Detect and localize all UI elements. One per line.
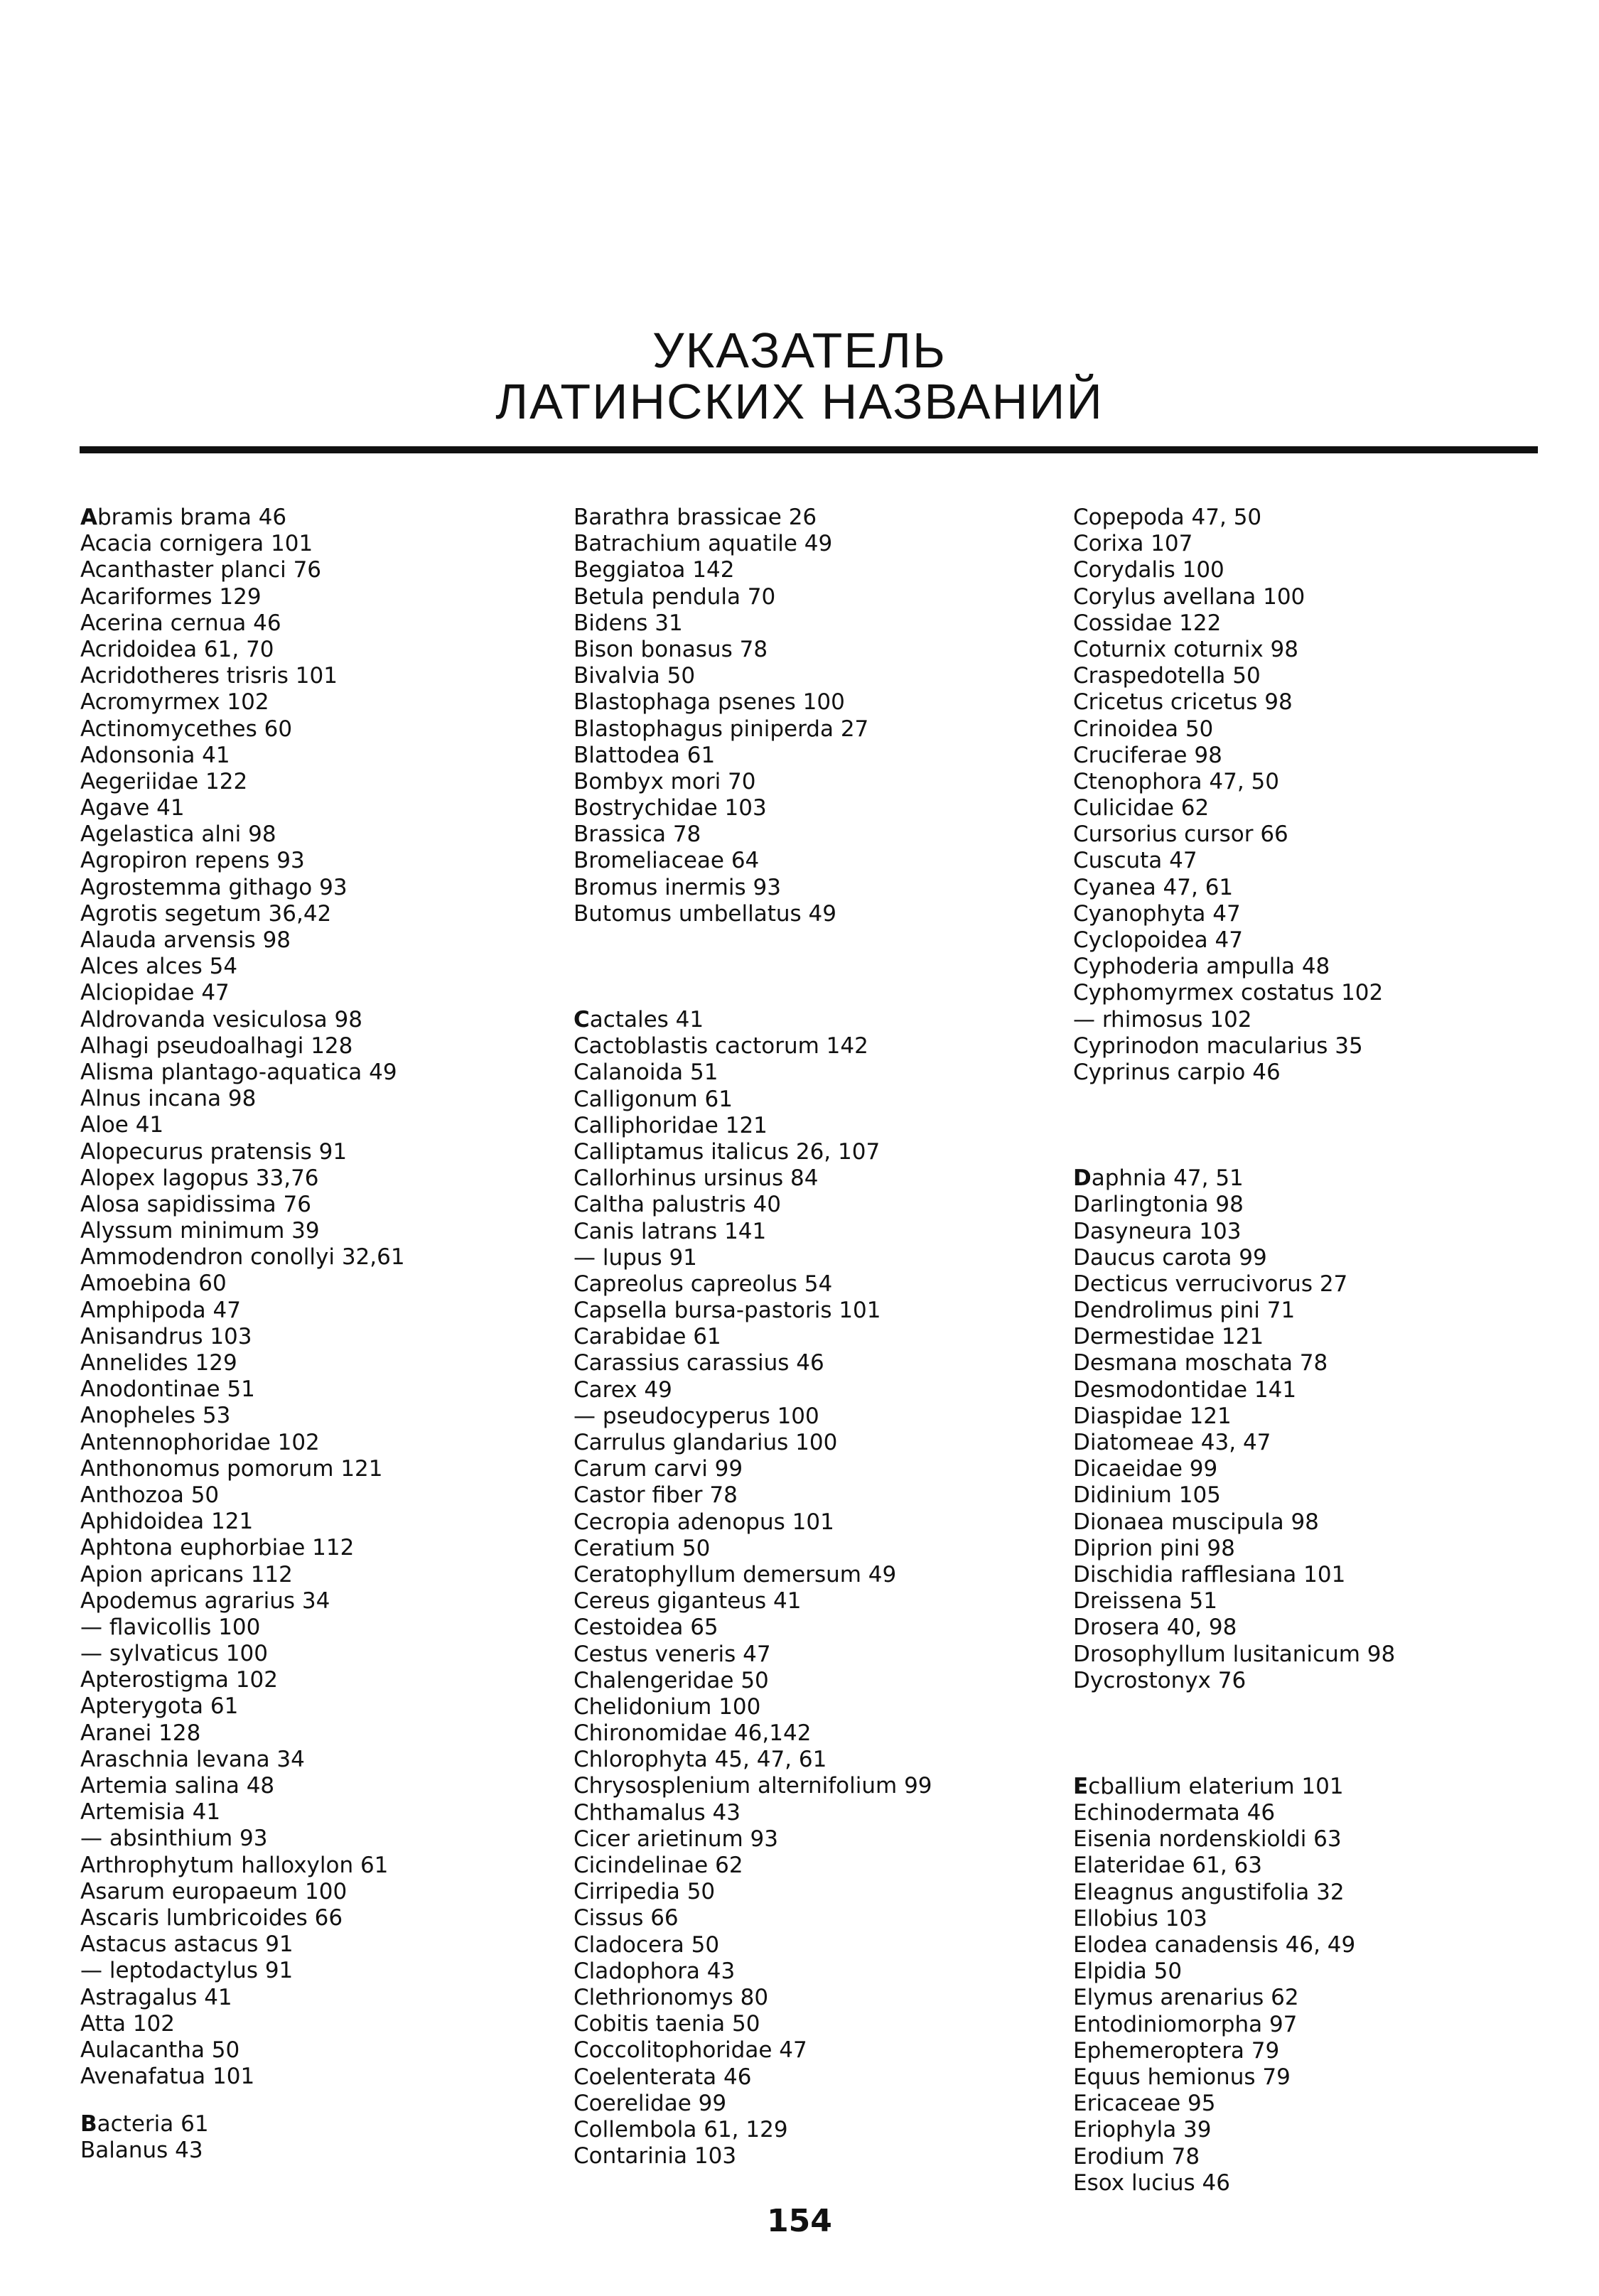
index-entry: Diprion pini 98 bbox=[1073, 1535, 1235, 1561]
index-entry: Equus hemionus 79 bbox=[1073, 2064, 1291, 2090]
index-entry: — rhimosus 102 bbox=[1073, 1006, 1252, 1033]
index-entry: Cladocera 50 bbox=[574, 1931, 720, 1958]
index-entry: Carrulus glandarius 100 bbox=[574, 1430, 838, 1455]
index-entry: Dionaea muscipula 98 bbox=[1073, 1509, 1319, 1535]
index-entry: Clethrionomys 80 bbox=[574, 1984, 769, 2010]
index-entry: Corixa 107 bbox=[1073, 531, 1193, 557]
index-entry: Acridoidea 61, 70 bbox=[80, 636, 274, 662]
index-entry: Ephemeroptera 79 bbox=[1073, 2037, 1280, 2064]
index-entry: Ericaceae 95 bbox=[1073, 2091, 1216, 2117]
index-entry: Antennophoridae 102 bbox=[80, 1429, 320, 1455]
index-entry: Echinodermata 46 bbox=[1073, 1800, 1276, 1826]
index-entry: Dendrolimus pini 71 bbox=[1073, 1298, 1296, 1324]
index-entry bbox=[1073, 1774, 1542, 1800]
index-entry: Caltha palustris 40 bbox=[574, 1192, 781, 1218]
index-entry: — flavicollis 100 bbox=[80, 1614, 261, 1640]
title-line-2: ЛАТИНСКИХ НАЗВАНИЙ bbox=[495, 374, 1104, 429]
index-entry: Bivalvia 50 bbox=[574, 663, 696, 689]
index-entry: Acerina cernua 46 bbox=[80, 610, 281, 636]
index-entry: Dicaeidae 99 bbox=[1073, 1456, 1218, 1482]
index-entry: — absinthium 93 bbox=[80, 1826, 268, 1852]
index-entry: Eisenia nordenskioldi 63 bbox=[1073, 1826, 1342, 1853]
index-entry: Acromyrmex 102 bbox=[80, 689, 269, 716]
index-entry: Aegeriidae 122 bbox=[80, 768, 248, 794]
index-entry: Artemia salina 48 bbox=[80, 1773, 275, 1799]
index-entry: Chelidonium 100 bbox=[574, 1693, 761, 1720]
index-entry: Elateridae 61, 63 bbox=[1073, 1853, 1262, 1879]
index-column-2 bbox=[574, 505, 1043, 2170]
index-entry: Arthrophytum halloxylon 61 bbox=[80, 1852, 389, 1878]
index-entry: Amphipoda 47 bbox=[80, 1297, 241, 1323]
section-initial-letter: B bbox=[80, 2111, 97, 2138]
index-entry: Capsella bursa-pastoris 101 bbox=[574, 1298, 881, 1324]
index-entry: Asarum europaeum 100 bbox=[80, 1878, 348, 1904]
index-column-3 bbox=[1073, 505, 1542, 2197]
index-entry: Agropiron repens 93 bbox=[80, 848, 305, 874]
index-entry bbox=[574, 1007, 1043, 1033]
index-entry: — leptodactylus 91 bbox=[80, 1958, 294, 1984]
index-entry: Carex 49 bbox=[574, 1376, 672, 1403]
index-entry: Cestus veneris 47 bbox=[574, 1641, 771, 1667]
index-entry: Chrysosplenium alternifolium 99 bbox=[574, 1773, 932, 1799]
section-gap bbox=[1073, 1694, 1542, 1774]
index-entry: Alnus incana 98 bbox=[80, 1086, 257, 1112]
index-entry: Astragalus 41 bbox=[80, 1984, 232, 2010]
index-entry: Ctenophora 47, 50 bbox=[1073, 768, 1279, 794]
index-entry: Coccolitophoridae 47 bbox=[574, 2037, 807, 2064]
index-entry-text: cballium elaterium 101 bbox=[1088, 1773, 1344, 1799]
index-entry: Desmodontidae 141 bbox=[1073, 1376, 1297, 1403]
index-entry-text: actales 41 bbox=[589, 1007, 704, 1033]
index-entry: Entodiniomorpha 97 bbox=[1073, 2011, 1298, 2037]
index-entry: Carum carvi 99 bbox=[574, 1456, 743, 1482]
index-entry-text: aphnia 47, 51 bbox=[1091, 1165, 1244, 1192]
index-entry: Calligonum 61 bbox=[574, 1086, 733, 1112]
index-entry: Acariformes 129 bbox=[80, 583, 262, 610]
index-entry: Batrachium aquatile 49 bbox=[574, 531, 833, 557]
index-entry: Actinomycethes 60 bbox=[80, 716, 293, 742]
index-entry: Amoebina 60 bbox=[80, 1271, 227, 1297]
index-entry: Alces alces 54 bbox=[80, 954, 238, 980]
index-entry: Avenafatua 101 bbox=[80, 2064, 255, 2090]
index-entry: Alosa sapidissima 76 bbox=[80, 1191, 311, 1217]
index-entry: Ammodendron conollyi 32,61 bbox=[80, 1244, 405, 1271]
index-entry: Bostrychidae 103 bbox=[574, 795, 767, 821]
index-entry: Anthonomus pomorum 121 bbox=[80, 1455, 383, 1482]
index-entry: Decticus verrucivorus 27 bbox=[1073, 1271, 1348, 1297]
index-entry: Cestoidea 65 bbox=[574, 1615, 718, 1641]
index-entry: Contarinia 103 bbox=[574, 2143, 737, 2170]
index-entry: Drosera 40, 98 bbox=[1073, 1615, 1237, 1641]
index-entry: Aloe 41 bbox=[80, 1112, 164, 1138]
index-entry: Calanoida 51 bbox=[574, 1060, 718, 1086]
index-entry: Cossidae 122 bbox=[1073, 610, 1222, 636]
index-entry: Eriophyla 39 bbox=[1073, 2117, 1212, 2143]
index-entry: Coelenterata 46 bbox=[574, 2064, 752, 2090]
index-entry: Brassica 78 bbox=[574, 821, 701, 848]
index-entry: Esox lucius 46 bbox=[1073, 2170, 1230, 2196]
title-divider bbox=[80, 446, 1538, 453]
index-entry: Barathra brassicae 26 bbox=[574, 505, 817, 530]
index-entry: Butomus umbellatus 49 bbox=[574, 900, 836, 927]
index-entry: Crinoidea 50 bbox=[1073, 716, 1214, 742]
index-entry: Castor fiber 78 bbox=[574, 1482, 738, 1509]
index-entry: — pseudocyperus 100 bbox=[574, 1403, 819, 1429]
index-entry: Apterostigma 102 bbox=[80, 1667, 278, 1693]
index-entry: Agave 41 bbox=[80, 795, 185, 821]
index-entry: Eleagnus angustifolia 32 bbox=[1073, 1879, 1345, 1905]
index-entry: Alyssum minimum 39 bbox=[80, 1218, 320, 1244]
index-entry: Aulacantha 50 bbox=[80, 2037, 240, 2063]
index-entry: Cactoblastis cactorum 142 bbox=[574, 1033, 868, 1060]
index-entry: Dreissena 51 bbox=[1073, 1588, 1217, 1615]
index-entry: Carabidae 61 bbox=[574, 1324, 721, 1350]
index-entry: Apodemus agrarius 34 bbox=[80, 1588, 330, 1614]
index-entry: Cladophora 43 bbox=[574, 1958, 736, 1984]
index-entry: Elymus arenarius 62 bbox=[1073, 1985, 1299, 2011]
index-entry: Canis latrans 141 bbox=[574, 1218, 767, 1244]
index-entry: Bison bonasus 78 bbox=[574, 636, 768, 662]
index-entry: Dasyneura 103 bbox=[1073, 1218, 1242, 1244]
index-entry: Chironomidae 46,142 bbox=[574, 1720, 812, 1747]
index-column-1 bbox=[80, 505, 549, 2165]
index-entry bbox=[80, 505, 549, 531]
index-entry: Agrotis segetum 36,42 bbox=[80, 900, 332, 927]
index-entry: Balanus 43 bbox=[80, 2138, 203, 2164]
page-number: 154 bbox=[767, 2203, 832, 2239]
index-entry: Coturnix coturnix 98 bbox=[1073, 636, 1298, 662]
index-entry bbox=[1073, 1165, 1542, 1192]
index-entry: Cyprinodon macularius 35 bbox=[1073, 1033, 1363, 1059]
index-entry: Blattodea 61 bbox=[574, 742, 716, 768]
index-entry: Alopex lagopus 33,76 bbox=[80, 1165, 319, 1191]
index-entry: Dycrostonyx 76 bbox=[1073, 1667, 1247, 1693]
index-entry: Adonsonia 41 bbox=[80, 742, 230, 768]
index-entry: Cursorius cursor 66 bbox=[1073, 821, 1288, 848]
index-entry: Corylus avellana 100 bbox=[1073, 583, 1305, 610]
index-entry-text: bramis brama 46 bbox=[97, 505, 287, 530]
index-entry: Chlorophyta 45, 47, 61 bbox=[574, 1747, 827, 1773]
index-entry: Acanthaster planci 76 bbox=[80, 557, 322, 583]
index-entry: Acacia cornigera 101 bbox=[80, 531, 313, 557]
index-entry: Cricetus cricetus 98 bbox=[1073, 689, 1293, 716]
index-entry: Carassius carassius 46 bbox=[574, 1350, 824, 1376]
section-gap bbox=[574, 927, 1043, 1007]
index-entry: Ceratium 50 bbox=[574, 1535, 711, 1561]
index-entry: Apterygota 61 bbox=[80, 1693, 239, 1720]
index-entry: Anopheles 53 bbox=[80, 1403, 231, 1429]
index-entry: Callorhinus ursinus 84 bbox=[574, 1165, 819, 1192]
index-entry: Corydalis 100 bbox=[1073, 557, 1224, 583]
index-entry: Cyprinus carpio 46 bbox=[1073, 1059, 1281, 1085]
section-initial-letter: A bbox=[80, 505, 97, 530]
index-entry: Cyphoderia ampulla 48 bbox=[1073, 954, 1330, 980]
index-entry: Copepoda 47, 50 bbox=[1073, 505, 1262, 530]
index-entry: Cissus 66 bbox=[574, 1905, 679, 1931]
index-entry: Cereus giganteus 41 bbox=[574, 1588, 802, 1615]
index-entry: Alopecurus pratensis 91 bbox=[80, 1138, 348, 1165]
index-entry: Cruciferae 98 bbox=[1073, 742, 1222, 768]
index-entry: Daucus carota 99 bbox=[1073, 1244, 1267, 1271]
index-entry: Blastophaga psenes 100 bbox=[574, 689, 845, 716]
index-entry: Alauda arvensis 98 bbox=[80, 927, 291, 953]
index-entry: Alciopidae 47 bbox=[80, 980, 230, 1006]
index-entry: Bombyx mori 70 bbox=[574, 768, 756, 794]
index-entry: Cyclopoidea 47 bbox=[1073, 927, 1243, 953]
index-entry: Cuscuta 47 bbox=[1073, 848, 1197, 874]
index-entry: Aphidoidea 121 bbox=[80, 1509, 254, 1535]
index-entry: Culicidae 62 bbox=[1073, 795, 1210, 821]
index-entry: Cicer arietinum 93 bbox=[574, 1826, 778, 1852]
index-entry: Elodea canadensis 46, 49 bbox=[1073, 1932, 1356, 1958]
index-entry: Anodontinae 51 bbox=[80, 1376, 255, 1403]
section-initial-letter: C bbox=[574, 1007, 590, 1033]
index-entry: — sylvaticus 100 bbox=[80, 1641, 268, 1667]
index-entry: Capreolus capreolus 54 bbox=[574, 1271, 833, 1297]
index-entry: Atta 102 bbox=[80, 2010, 175, 2037]
index-entry: Artemisia 41 bbox=[80, 1799, 221, 1826]
index-entry: Agrostemma githago 93 bbox=[80, 874, 348, 900]
index-entry: Cyphomyrmex costatus 102 bbox=[1073, 980, 1384, 1006]
index-entry: Bromeliaceae 64 bbox=[574, 848, 760, 874]
index-entry: Dermestidae 121 bbox=[1073, 1324, 1264, 1350]
index-entry: Annelides 129 bbox=[80, 1350, 237, 1376]
index-entry: Aldrovanda vesiculosa 98 bbox=[80, 1006, 362, 1033]
index-entry: Didinium 105 bbox=[1073, 1482, 1221, 1509]
index-entry: Anisandrus 103 bbox=[80, 1323, 252, 1349]
index-entry: Collembola 61, 129 bbox=[574, 2116, 788, 2143]
index-entry: Elpidia 50 bbox=[1073, 1958, 1183, 1985]
index-entry: Drosophyllum lusitanicum 98 bbox=[1073, 1641, 1396, 1667]
index-entry: Acridotheres trisris 101 bbox=[80, 663, 338, 689]
index-entry: Calliptamus italicus 26, 107 bbox=[574, 1138, 881, 1165]
index-entry: Cicindelinae 62 bbox=[574, 1853, 743, 1878]
index-entry: — lupus 91 bbox=[574, 1244, 697, 1271]
index-entry: Cobitis taenia 50 bbox=[574, 2011, 760, 2037]
index-entry: Cyanophyta 47 bbox=[1073, 900, 1241, 927]
index-entry: Bromus inermis 93 bbox=[574, 874, 781, 900]
index-entry: Aranei 128 bbox=[80, 1720, 201, 1746]
index-entry: Darlingtonia 98 bbox=[1073, 1192, 1244, 1218]
index-entry: Beggiatoa 142 bbox=[574, 557, 735, 583]
index-entry: Araschnia levana 34 bbox=[80, 1746, 305, 1772]
index-entry: Bidens 31 bbox=[574, 610, 683, 636]
index-entry: Blastophagus piniperda 27 bbox=[574, 716, 869, 742]
index-entry bbox=[80, 2111, 549, 2138]
index-entry: Chalengeridae 50 bbox=[574, 1667, 769, 1693]
section-initial-letter: D bbox=[1073, 1165, 1092, 1192]
index-entry: Betula pendula 70 bbox=[574, 583, 776, 610]
index-entry: Anthozoa 50 bbox=[80, 1482, 220, 1508]
index-entry: Cecropia adenopus 101 bbox=[574, 1509, 834, 1535]
section-gap bbox=[80, 2090, 549, 2111]
index-entry: Ascaris lumbricoides 66 bbox=[80, 1904, 343, 1931]
index-entry: Diatomeae 43, 47 bbox=[1073, 1430, 1271, 1455]
index-entry: Ellobius 103 bbox=[1073, 1905, 1207, 1931]
index-entry: Cyanea 47, 61 bbox=[1073, 874, 1234, 900]
index-entry: Aphtona euphorbiae 112 bbox=[80, 1535, 355, 1561]
index-entry: Calliphoridae 121 bbox=[574, 1112, 768, 1138]
index-entry: Alhagi pseudoalhagi 128 bbox=[80, 1033, 353, 1059]
index-entry: Desmana moschata 78 bbox=[1073, 1350, 1328, 1376]
index-entry: Erodium 78 bbox=[1073, 2143, 1200, 2170]
index-entry: Diaspidae 121 bbox=[1073, 1403, 1232, 1429]
title-line-1: УКАЗАТЕЛЬ bbox=[652, 323, 947, 378]
section-gap bbox=[1073, 1086, 1542, 1165]
index-entry: Ceratophyllum demersum 49 bbox=[574, 1561, 897, 1588]
index-entry-text: acteria 61 bbox=[97, 2111, 209, 2138]
section-initial-letter: E bbox=[1073, 1773, 1089, 1799]
index-entry: Astacus astacus 91 bbox=[80, 1931, 294, 1958]
index-entry: Alisma plantago-aquatica 49 bbox=[80, 1059, 397, 1085]
index-entry: Dischidia rafflesiana 101 bbox=[1073, 1561, 1346, 1588]
index-entry: Chthamalus 43 bbox=[574, 1799, 741, 1826]
index-entry: Cirripedia 50 bbox=[574, 1879, 716, 1905]
index-entry: Coerelidae 99 bbox=[574, 2090, 727, 2116]
index-entry: Agelastica alni 98 bbox=[80, 821, 276, 848]
index-entry: Craspedotella 50 bbox=[1073, 663, 1261, 689]
index-entry: Apion apricans 112 bbox=[80, 1561, 293, 1588]
